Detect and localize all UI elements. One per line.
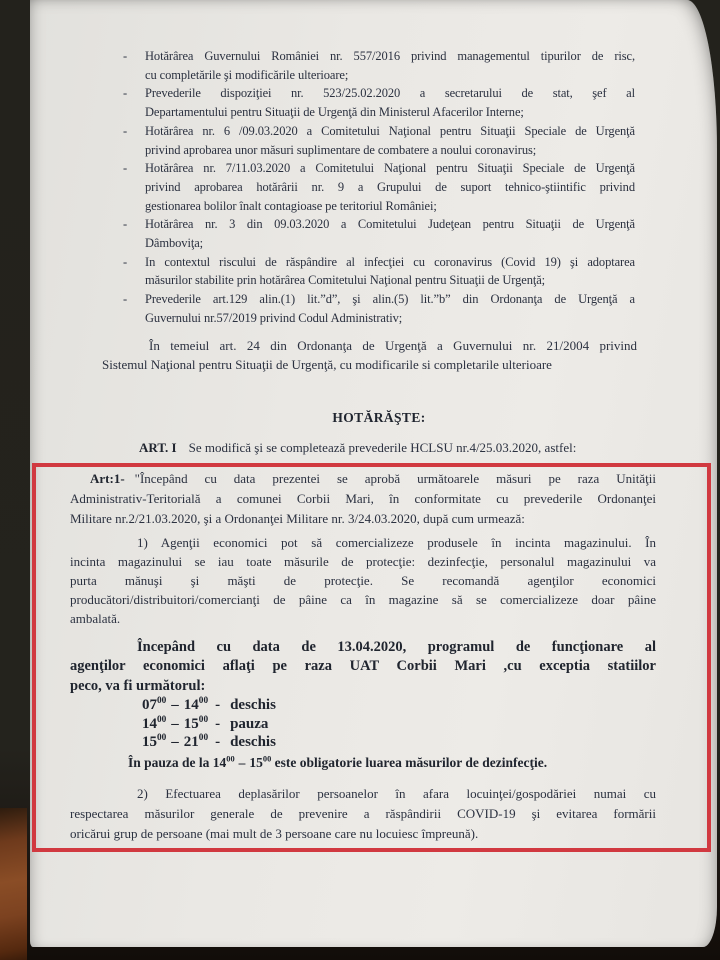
minutes-superscript: 00 [157,696,167,707]
schedule-line [142,696,656,715]
measure-1-paragraph [70,533,656,628]
text-line: 1) Agenţii economici pot să comercializeze produsele în incinta magazinului. În [137,534,656,550]
text-line: Hotărârea nr. 7/11.03.2020 a Comitetului Naţional pentru Situaţii Speciale de Urgenţă [145,161,635,176]
text-line: Hotărârea nr. 6 /09.03.2020 a Comitetului Naţional pentru Situaţii Speciale de Urgenţă [145,123,635,138]
text-line: Hotărârea nr. 3 din 09.03.2020 a Comitetului Judeţean pentru Situaţii de Urgenţă [145,217,635,232]
list-item [122,47,635,84]
text-line: peco, va fi următorul: [70,677,206,694]
text-line: Militare nr.2/21.03.2020, şi a Ordonanţei Militare nr. 3/24.03.2020, după cum urmează: [70,510,525,526]
text-line: privind aprobarea hotărârii nr. 9 a Grupului de suport tehnico-ştiintific privind [145,179,635,194]
minutes-superscript: 00 [157,714,167,725]
pause-text: În pauza de la [128,754,210,770]
schedule-line [142,733,656,752]
text-line: In contextul riscului de răspândire al infecţiei cu coronavirus (Covid 19) şi adoptarea [145,254,635,269]
minutes-superscript: 00 [198,696,209,707]
time-from: 15 [142,734,157,751]
range-separator: – [171,697,179,714]
text-line: Guvernului nr.57/2019 privind Codul Administrativ; [145,310,403,325]
minutes-superscript: 00 [198,714,209,725]
time-to: 14 [183,697,199,714]
list-item [122,159,635,215]
time-to: 15 [249,754,263,770]
article-sub-number: Art:1- [90,470,125,486]
minutes-superscript: 00 [157,733,167,744]
range-separator: – [171,715,179,732]
minutes-superscript: 00 [226,754,235,764]
pause-note [128,753,656,772]
text-line: Sistemul Naţional pentru Situaţii de Urgenţă, cu modificarile si completarile ulterioare [102,357,552,373]
text-line: Începând cu data de 13.04.2020, programul de funcţionare al [137,638,656,655]
article-text: Se modifică şi se completează prevederile HCLSU nr.4/25.03.2020, astfel: [188,439,577,455]
article-1-paragraph [70,469,656,529]
text-line: agenţilor economici aflaţi pe raza UAT Corbii Mari ,cu exceptia statiilor [70,658,656,675]
text-line: măsurilor stabilite prin hotărârea Comitetului Naţional pentru Situaţii de Urgenţă; [145,273,546,288]
minutes-superscript: 00 [262,754,272,764]
time-from: 14 [212,754,227,770]
bullet-dash: - [123,161,128,176]
label-dash: - [215,697,221,714]
bullet-dash: - [123,86,128,101]
text-line: cu completările şi modificările ulterioare; [145,67,349,82]
article-number: ART. I [139,439,177,455]
preamble-paragraph [102,336,637,375]
text-line: În temeiul art. 24 din Ordonanţa de Urgenţă a Guvernului nr. 21/2004 privind [149,337,637,353]
red-annotation-box [32,463,711,852]
text-line: Prevederile dispoziţiei nr. 523/25.02.2020 a secretarului de stat, şef al [145,86,635,101]
schedule-label: deschis [230,734,276,751]
text-line: ambalată. [70,610,121,626]
pause-text: este obligatorie luarea măsurilor de dezinfecţie. [274,754,548,770]
time-to: 15 [183,715,199,732]
list-item [122,215,635,252]
text-line: 2) Efectuarea deplasărilor persoanelor în afara locuinţei/gospodăriei numai cu [137,785,656,801]
schedule-line [142,715,656,734]
text-line: oricărui grup de persoane (mai mult de 3 persoane care nu locuiesc împreună). [70,825,479,841]
text-line: purta mănuşi şi măşti de protecţie. Se recomandă agenţilor economici [70,572,656,588]
bullet-dash: - [123,217,128,232]
bullet-dash: - [123,254,128,269]
text-line: producători/distribuitori/comercianţi de pâine ca în magazine să se comercializeze doar pâine [70,591,656,607]
reference-list [122,47,635,328]
list-item [122,84,635,121]
bullet-dash: - [123,49,128,63]
list-item [122,122,635,159]
measure-2-paragraph [70,784,656,844]
text-line: Administrativ-Teritorială a comunei Corbii Mari, în conformitate cu prevederile Ordonanţei [70,490,656,506]
decision-heading: HOTĂRĂŞTE: [332,409,426,425]
document-page [30,0,717,947]
text-line: Hotărârea Guvernului României nr. 557/2016 privind managementul tipurilor de risc, [145,49,635,63]
time-to: 21 [183,734,199,751]
text-line: Art:1- "Începând cu data prezentei se aprobă următoarele măsuri pe raza Unităţii [90,470,656,486]
list-item [122,290,635,327]
bullet-dash: - [123,292,128,307]
text-line: respectarea măsurilor generale de prevenire a răspândirii COVID-19 şi evitarea formării [70,805,656,821]
label-dash: - [215,734,221,751]
text-line: Prevederile art.129 alin.(1) lit.”d”, şi alin.(5) lit.”b” din Ordonanţa de Urgenţă a [145,292,635,307]
wood-table-edge [0,808,27,960]
label-dash: - [215,715,221,732]
text-line: Dâmboviţa; [145,236,204,251]
time-from: 14 [142,715,157,732]
schedule-label: pauza [230,715,269,732]
schedule-label: deschis [230,697,276,714]
article-1-line [139,438,717,457]
bullet-dash: - [123,123,128,138]
minutes-superscript: 00 [198,733,209,744]
time-from: 07 [142,697,157,714]
range-separator: – [238,754,246,770]
text-line: Departamentului pentru Situaţii de Urgenţă din Ministerul Afacerilor Interne; [145,105,524,120]
text-line: gestionarea bolilor înalt contagioase pe teritoriul României; [145,198,437,213]
range-separator: – [171,734,179,751]
text-line: incinta magazinului se iau toate măsurile de protecţie: dezinfecţie, personalul magazinului va [70,553,656,569]
list-item [122,253,635,290]
schedule-intro-paragraph [70,638,656,697]
text-line: privind aprobarea unor măsuri suplimentare de combatere a noului coronavirus; [145,142,537,157]
